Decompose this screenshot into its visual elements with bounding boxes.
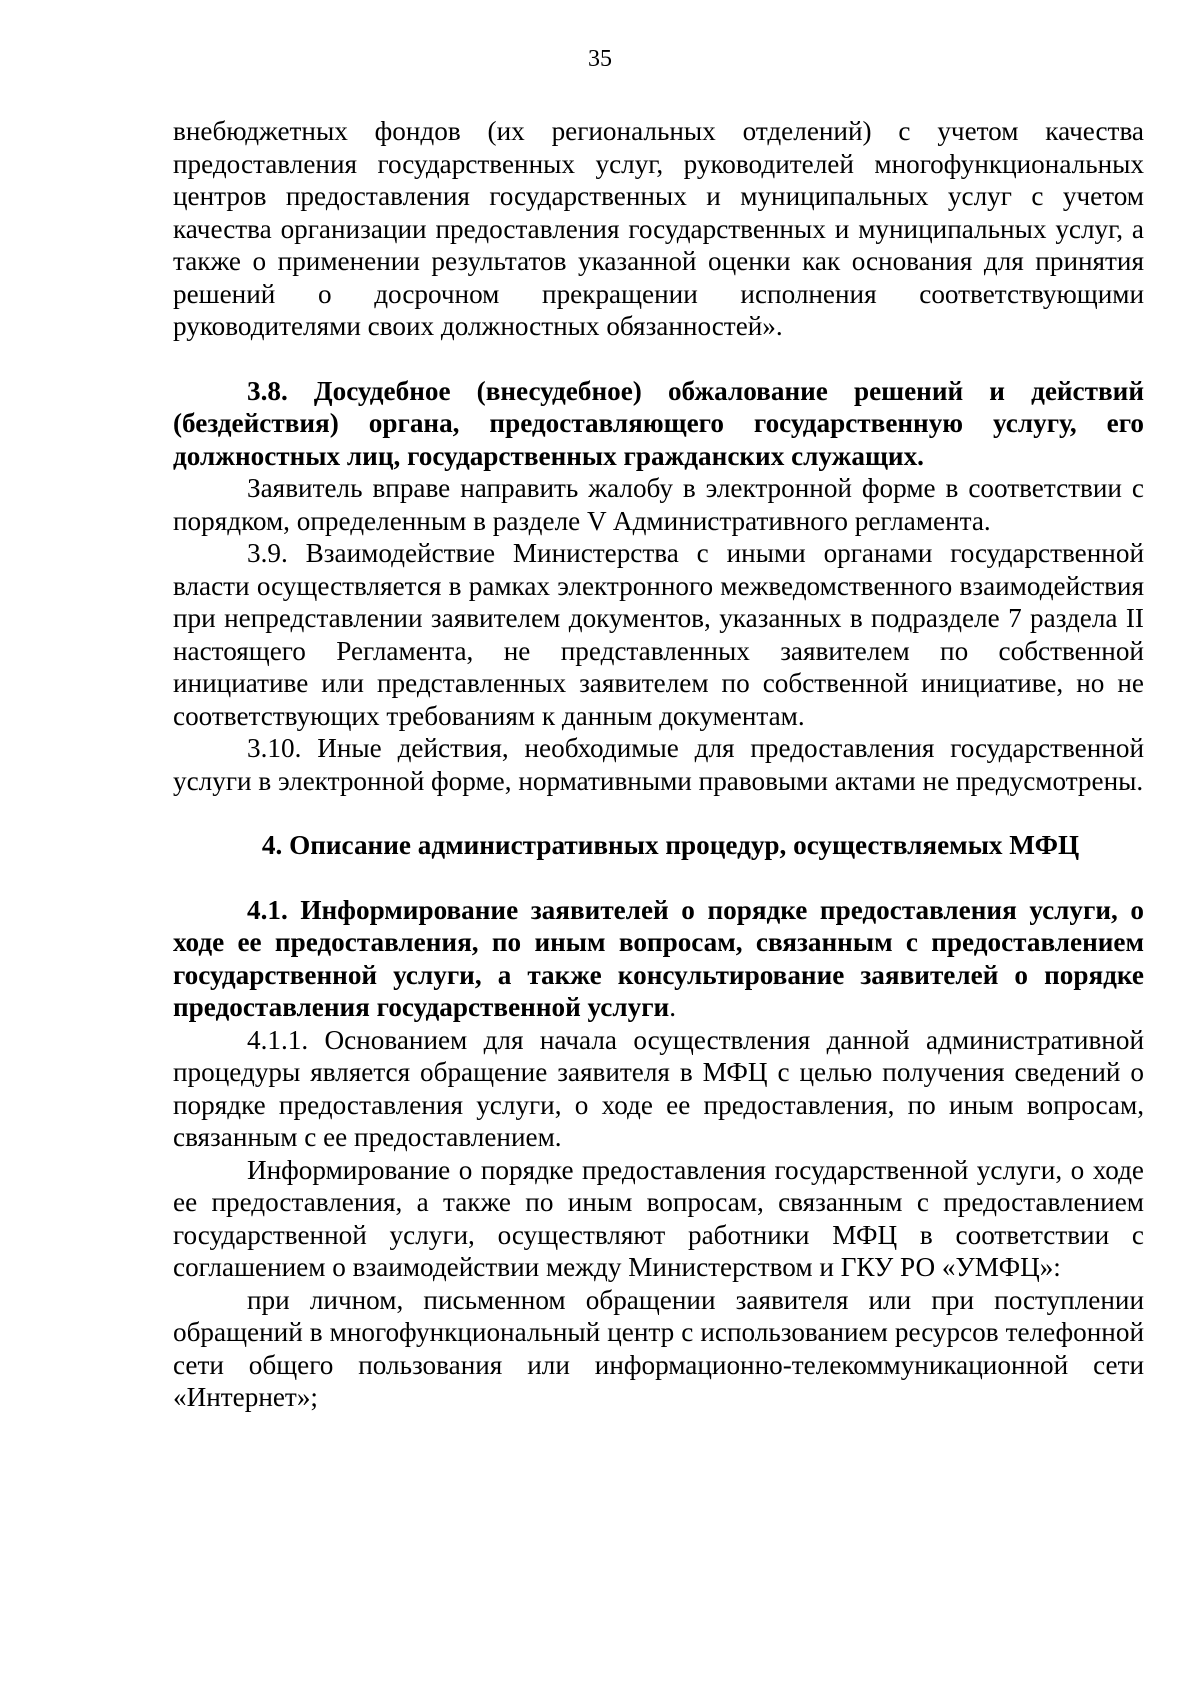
- paragraph-3-8-complaint: Заявитель вправе направить жалобу в электронной форме в соответствии с порядком, определенным в разделе V Административного регламента.: [173, 473, 1144, 536]
- paragraph-personal-appeal: при личном, письменном обращении заявителя или при поступлении обращений в многофункциональный центр с использованием ресурсов телефонной сети общего пользования или информационно-телекоммуникационной сети «Интернет»;: [173, 1284, 1144, 1412]
- section-heading-4-1: [173, 894, 1144, 1024]
- paragraph-3-10-other-actions: 3.10. Иные действия, необходимые для предоставления государственной услуги в электронной форме, нормативными правовыми актами не предусмотрены.: [173, 733, 1144, 796]
- page-number: 35: [588, 46, 612, 72]
- section-heading-4-1-text: 4.1. Информирование заявителей о порядке предоставления услуги, о ходе ее предоставления, по иным вопросам, связанным с предоставлением государственной услуги, а также консультирование заявителей о порядке предоставления государственной услуги: [173, 894, 1144, 1022]
- section-heading-3-8: 3.8. Досудебное (внесудебное) обжалование решений и действий (бездействия) органа, предоставляющего государственную услугу, его должностных лиц, государственных гражданских служащих.: [173, 375, 1144, 471]
- paragraph-funds-evaluation: внебюджетных фондов (их региональных отделений) с учетом качества предоставления государственных услуг, руководителей многофункциональных центров предоставления государственных и муниципальных услуг с учетом качества организации предоставления государственных и муниципальных услуг, а также о применении результатов указанной оценки как основания для принятия решений о досрочном прекращении исполнения соответствующими руководителями своих должностных обязанностей».: [173, 116, 1144, 341]
- section-heading-4: 4. Описание административных процедур, осуществляемых МФЦ: [261, 830, 1080, 860]
- section-heading-4-1-period: .: [669, 992, 677, 1022]
- paragraph-4-1-1-basis: 4.1.1. Основанием для начала осуществления данной административной процедуры является обращение заявителя в МФЦ с целью получения сведений о порядке предоставления услуги, о ходе ее предоставления, по иным вопросам, связанным с ее предоставлением.: [173, 1024, 1144, 1152]
- paragraph-informing: Информирование о порядке предоставления государственной услуги, о ходе ее предоставления, а также по иным вопросам, связанным с предоставлением государственной услуги, осуществляют работники МФЦ в соответствии с соглашением о взаимодействии между Министерством и ГКУ РО «УМФЦ»:: [173, 1154, 1144, 1282]
- paragraph-3-9-interaction: 3.9. Взаимодействие Министерства с иными органами государственной власти осуществляется в рамках электронного межведомственного взаимодействия при непредставлении заявителем документов, указанных в подразделе 7 раздела II настоящего Регламента, не представленных заявителем по собственной инициативе или представленных заявителем по собственной инициативе, но не соответствующих требованиям к данным документам.: [173, 538, 1144, 731]
- document-body: [173, 115, 1144, 1414]
